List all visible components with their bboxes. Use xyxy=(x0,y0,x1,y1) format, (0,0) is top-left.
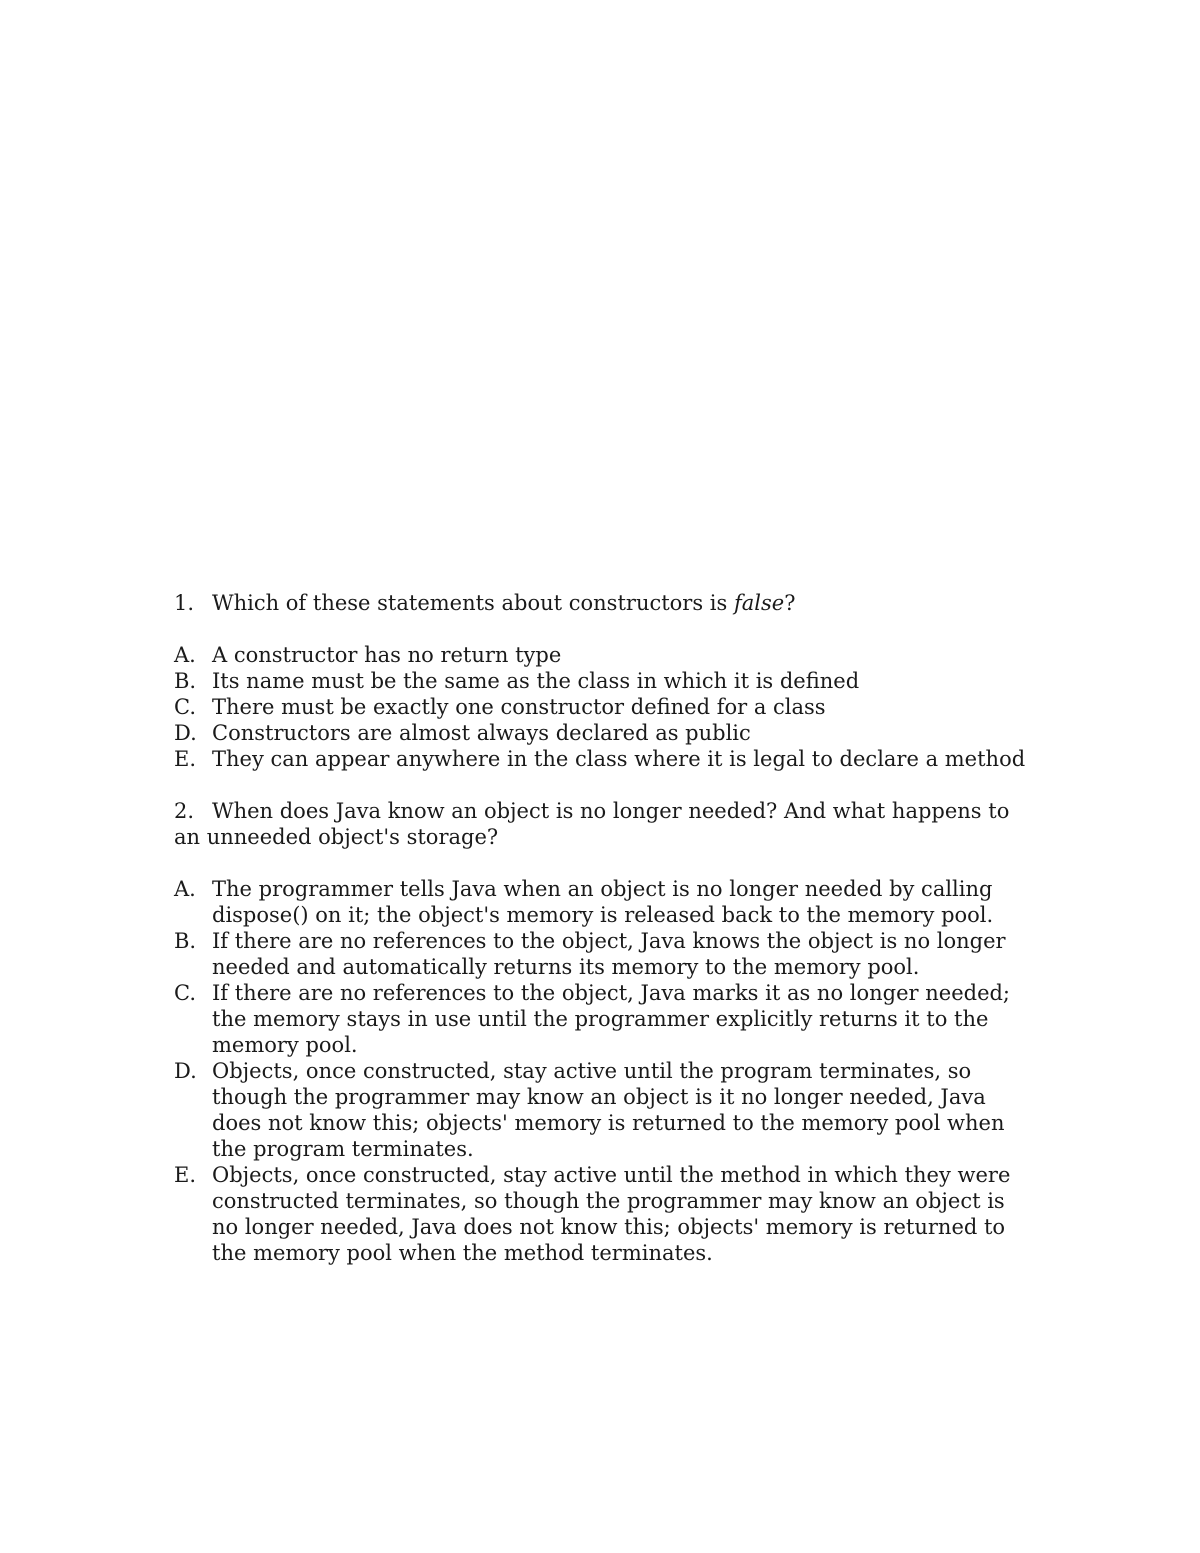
option-text: The programmer tells Java when an object is no longer needed by calling dispose() on it; the object's memory is released back to the memory pool. xyxy=(212,877,994,927)
option-letter: A. xyxy=(174,877,196,901)
option-letter: E. xyxy=(174,1163,197,1187)
option-text: Objects, once constructed, stay active until the method in which they were constructed terminates, so though the programmer may know an object is no longer needed, Java does not know this; objects' memory is returned to the memory pool when the method terminates. xyxy=(212,1163,1011,1265)
option-text: A constructor has no return type xyxy=(212,643,562,667)
option-text: Constructors are almost always declared as public xyxy=(212,721,751,745)
quiz-content xyxy=(174,590,1034,1266)
question-1-emphasis: false xyxy=(733,591,785,615)
option-2a xyxy=(174,876,1034,928)
option-letter: B. xyxy=(174,929,197,953)
option-letter: B. xyxy=(174,669,197,693)
option-text: They can appear anywhere in the class where it is legal to declare a method xyxy=(212,747,1026,771)
question-1-options xyxy=(174,642,1034,772)
option-1a xyxy=(174,642,1034,668)
option-2c xyxy=(174,980,1034,1058)
question-2-number: 2. xyxy=(174,799,195,823)
question-1-number: 1. xyxy=(174,591,195,615)
option-text: If there are no references to the object, Java marks it as no longer needed; the memory stays in use until the programmer explicitly returns it to the memory pool. xyxy=(212,981,1011,1057)
option-1e xyxy=(174,746,1034,772)
question-2-text: When does Java know an object is no longer needed? And what happens to an unneeded object's storage? xyxy=(174,799,1010,849)
option-text: Objects, once constructed, stay active until the program terminates, so though the programmer may know an object is it no longer needed, Java does not know this; objects' memory is returned to the memory pool when the program terminates. xyxy=(212,1059,1005,1161)
option-2d xyxy=(174,1058,1034,1162)
option-1c xyxy=(174,694,1034,720)
option-text: If there are no references to the object, Java knows the object is no longer needed and automatically returns its memory to the memory pool. xyxy=(212,929,1006,979)
question-2-block xyxy=(174,798,1034,1266)
question-2-options xyxy=(174,876,1034,1266)
question-1-text-end: ? xyxy=(784,591,796,615)
option-letter: D. xyxy=(174,721,197,745)
option-text: Its name must be the same as the class in which it is defined xyxy=(212,669,860,693)
option-letter: A. xyxy=(174,643,196,667)
option-2e xyxy=(174,1162,1034,1266)
option-letter: C. xyxy=(174,981,196,1005)
question-2 xyxy=(174,798,1034,850)
question-1 xyxy=(174,590,1034,616)
option-1b xyxy=(174,668,1034,694)
question-1-text: Which of these statements about constructors is xyxy=(212,591,734,615)
option-1d xyxy=(174,720,1034,746)
question-1-block xyxy=(174,590,1034,772)
option-2b xyxy=(174,928,1034,980)
option-letter: E. xyxy=(174,747,197,771)
option-letter: C. xyxy=(174,695,196,719)
option-text: There must be exactly one constructor defined for a class xyxy=(212,695,826,719)
option-letter: D. xyxy=(174,1059,197,1083)
